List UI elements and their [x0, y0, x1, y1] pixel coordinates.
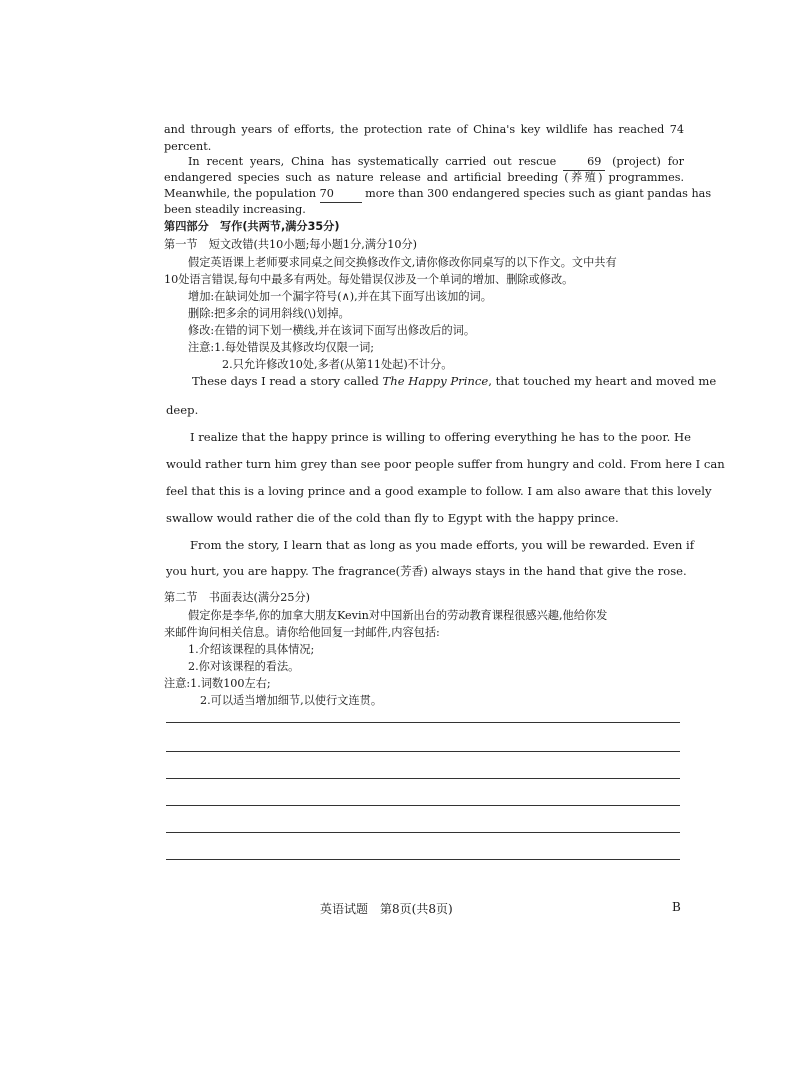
passage-text: Meanwhile, the population [164, 187, 317, 200]
writing-line [166, 832, 680, 833]
section1-note-1: 注意:1.每处错误及其修改均仅限一词; [188, 341, 375, 354]
section2-item-1: 1.介绍该课程的具体情况; [188, 643, 315, 656]
section1-instruction-2: 10处语言错误,每句中最多有两处。每处错误仅涉及一个单词的增加、删除或修改。 [164, 273, 574, 286]
section2-instruction-2: 来邮件询问相关信息。请你给他回复一封邮件,内容包括: [164, 626, 440, 639]
passage-line-6: been steadily increasing. [164, 203, 306, 216]
passage-text: programmes. [608, 171, 684, 184]
section2-item-2: 2.你对该课程的看法。 [188, 660, 300, 673]
essay-text: These days I read a story called [192, 374, 383, 388]
writing-line [166, 859, 680, 860]
essay-text: , that touched my heart and moved me [488, 374, 717, 388]
writing-line [166, 751, 680, 752]
page-footer: 英语试题 第8页(共8页) [320, 902, 453, 916]
section2-title: 第二节 书面表达(满分25分) [164, 591, 311, 604]
passage-text: more than 300 endangered species such as giant pandas has [365, 187, 712, 200]
passage-text: endangered species such as nature release and artificial breeding [164, 171, 559, 184]
section2-note-1: 注意:1.词数100左右; [164, 677, 271, 690]
essay-paragraph-2-line-3: feel that this is a loving prince and a good example to follow. I am also aware that this lovely [166, 484, 712, 498]
section2-note-2: 2.可以适当增加细节,以使行文连贯。 [200, 694, 383, 707]
section1-add-rule: 增加:在缺词处加一个漏字符号(∧),并在其下面写出该加的词。 [188, 290, 492, 303]
essay-paragraph-1-line-1 [166, 373, 717, 389]
passage-line-5 [164, 186, 712, 203]
section1-title: 第一节 短文改错(共10小题;每小题1分,满分10分) [164, 238, 418, 251]
blank-69-hint: (project) for [612, 155, 684, 168]
passage-line-1: and through years of efforts, the protection rate of China's key wildlife has reached 74 [164, 123, 684, 136]
essay-paragraph-2-line-4: swallow would rather die of the cold than fly to Egypt with the happy prince. [166, 511, 619, 525]
writing-line [166, 722, 680, 723]
section1-modify-rule: 修改:在错的词下划一横线,并在该词下面写出修改后的词。 [188, 324, 476, 337]
paper-version: B [672, 900, 681, 914]
part4-title: 第四部分 写作(共两节,满分35分) [164, 220, 340, 233]
section1-delete-rule: 删除:把多余的词用斜线(\)划掉。 [188, 307, 350, 320]
essay-paragraph-3-line-2: you hurt, you are happy. The fragrance(芳香) always stays in the hand that give the rose. [166, 564, 687, 578]
section2-instruction-1: 假定你是李华,你的加拿大朋友Kevin对中国新出台的劳动教育课程很感兴趣,他给你发 [188, 609, 608, 622]
essay-paragraph-1-line-2: deep. [166, 403, 199, 417]
blank-69-number: 69 [587, 155, 602, 168]
essay-paragraph-2-line-2: would rather turn him grey than see poor people suffer from hungry and cold. From here I can [166, 457, 725, 471]
essay-paragraph-3-line-1: From the story, I learn that as long as you made efforts, you will be rewarded. Even if [190, 538, 695, 552]
writing-line [166, 778, 680, 779]
passage-text: In recent years, China has systematically carried out rescue [188, 155, 557, 168]
blank-69 [563, 154, 605, 171]
passage-line-4 [164, 170, 684, 186]
passage-line-2: percent. [164, 140, 212, 153]
passage-line-3 [164, 154, 684, 171]
section1-instruction-1: 假定英语课上老师要求同桌之间交换修改作文,请你修改你同桌写的以下作文。文中共有 [188, 256, 617, 269]
blank-70 [320, 186, 362, 203]
essay-paragraph-2-line-1: I realize that the happy prince is willing to offering everything he has to the poor. He [190, 430, 692, 444]
section1-note-2: 2.只允许修改10处,多者(从第11处起)不计分。 [222, 358, 453, 371]
story-title: The Happy Prince [382, 374, 489, 388]
blank-70-number: 70 [319, 187, 334, 200]
word-hint: (养殖) [564, 171, 603, 184]
writing-line [166, 805, 680, 806]
